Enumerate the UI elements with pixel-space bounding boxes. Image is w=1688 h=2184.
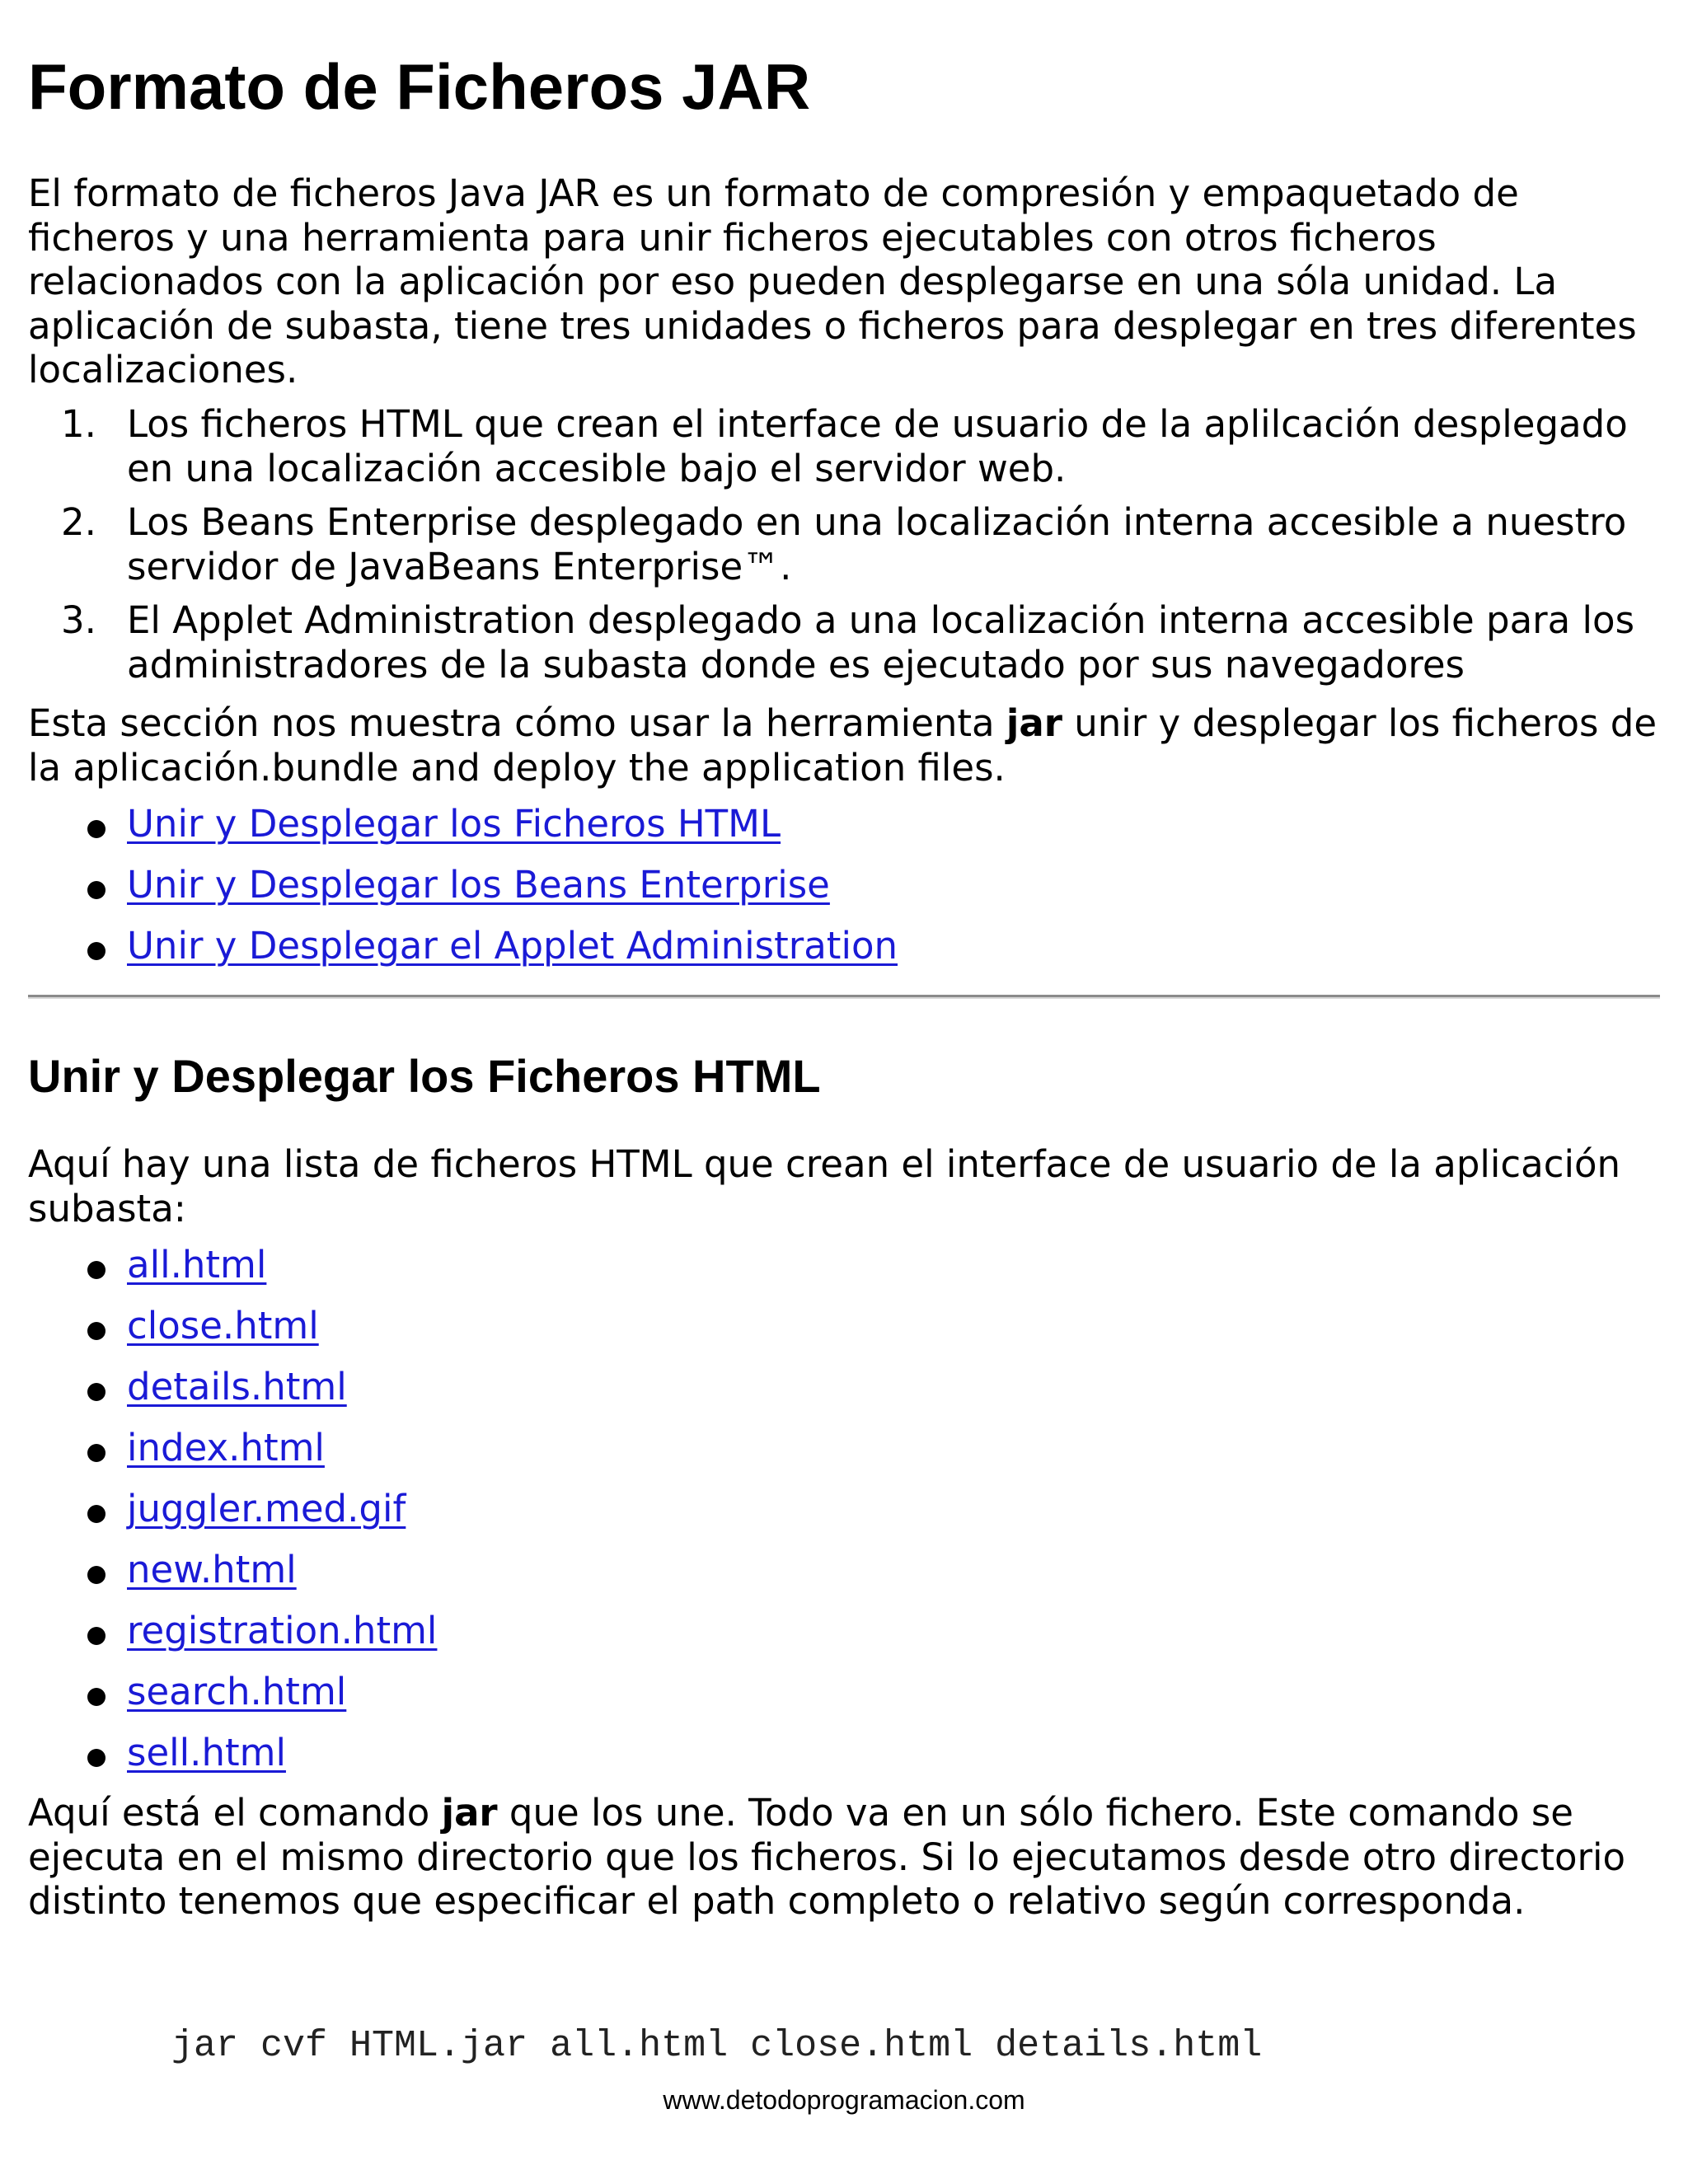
html-list-intro: Aquí hay una lista de ficheros HTML que crean el interface de usuario de la aplicación subasta:: [28, 1142, 1621, 1230]
jar-keyword: jar: [441, 1791, 498, 1835]
toc-links-list: [28, 802, 1660, 985]
list-item: [28, 1670, 1660, 1731]
command-paragraph: [28, 1791, 1668, 1924]
list-item: [28, 500, 1660, 588]
list-item: [28, 1487, 1660, 1548]
intro-paragraph: El formato de ficheros Java JAR es un formato de compresión y empaquetado de ficheros y una herramienta para unir ficheros ejecutables con otros ficheros relacionados con la aplicación por eso pueden desplegarse en una sóla unidad. La aplicación de subasta, tiene tres unidades o ficheros para desplegar en tres diferentes localizaciones.: [28, 171, 1637, 391]
list-item-number: 2.: [61, 500, 96, 544]
file-link[interactable]: registration.html: [127, 1609, 438, 1652]
list-item-number: 3.: [61, 598, 96, 642]
section-divider: [28, 995, 1660, 999]
list-item: [28, 1304, 1660, 1365]
section-intro-paragraph: [28, 701, 1668, 790]
list-item: [28, 1609, 1660, 1670]
file-link[interactable]: juggler.med.gif: [127, 1487, 406, 1530]
list-item-text: El Applet Administration desplegado a una localización interna accesible para los administradores de la subasta donde es ejecutado por sus navegadores: [127, 598, 1635, 687]
bullet-icon: [87, 1749, 106, 1767]
bullet-icon: [87, 1688, 106, 1706]
file-link[interactable]: index.html: [127, 1426, 325, 1469]
list-item: [28, 598, 1660, 687]
list-item: [28, 1365, 1660, 1426]
page-title: Formato de Ficheros JAR: [28, 50, 811, 123]
toc-link-applet-administration[interactable]: Unir y Desplegar el Applet Administration: [127, 924, 898, 968]
bullet-icon: [87, 1261, 106, 1279]
list-item-text: Los ficheros HTML que crean el interface de usuario de la aplilcación desplegado en una localización accesible bajo el servidor web.: [127, 402, 1628, 490]
list-item: [28, 863, 1660, 924]
bullet-icon: [87, 1383, 106, 1401]
section-title: Unir y Desplegar los Ficheros HTML: [28, 1050, 821, 1102]
toc-link-enterprise-beans[interactable]: Unir y Desplegar los Beans Enterprise: [127, 863, 830, 907]
list-item-number: 1.: [61, 402, 96, 446]
bullet-icon: [87, 1505, 106, 1523]
footer-url: www.detodoprogramacion.com: [663, 2085, 1025, 2115]
code-block: jar cvf HTML.jar all.html close.html details.html: [171, 2025, 1263, 2067]
list-item: [28, 402, 1660, 490]
bullet-icon: [87, 1444, 106, 1462]
bullet-icon: [87, 820, 106, 838]
command-text-before: Aquí está el comando: [28, 1791, 442, 1835]
list-item: [28, 924, 1660, 985]
list-item: [28, 1731, 1660, 1792]
section-intro-text-before: Esta sección nos muestra cómo usar la herramienta: [28, 701, 1006, 745]
bullet-icon: [87, 1566, 106, 1584]
bullet-icon: [87, 1322, 106, 1340]
bullet-icon: [87, 881, 106, 899]
list-item: [28, 1243, 1660, 1304]
jar-keyword: jar: [1006, 701, 1062, 745]
file-link[interactable]: details.html: [127, 1365, 347, 1408]
command-text-after: que los une. Todo va en un sólo fichero. Este comando se ejecuta en el mismo directorio que los ficheros. Si lo ejecutamos desde otro directorio distinto tenemos que especificar el path completo o relativo según corresponda.: [28, 1791, 1626, 1923]
bullet-icon: [87, 1627, 106, 1645]
html-files-list: [28, 1243, 1660, 1792]
toc-link-html-files[interactable]: Unir y Desplegar los Ficheros HTML: [127, 802, 781, 846]
deployment-units-list: [28, 402, 1660, 696]
bullet-icon: [87, 942, 106, 960]
file-link[interactable]: sell.html: [127, 1731, 286, 1774]
file-link[interactable]: close.html: [127, 1304, 319, 1347]
list-item-text: Los Beans Enterprise desplegado en una localización interna accesible a nuestro servidor de JavaBeans Enterprise™.: [127, 500, 1627, 588]
list-item: [28, 1426, 1660, 1487]
section-intro-text-after: unir y desplegar los ficheros de la aplicación.bundle and deploy the application files.: [28, 701, 1658, 790]
file-link[interactable]: new.html: [127, 1548, 297, 1591]
list-item: [28, 802, 1660, 863]
file-link[interactable]: search.html: [127, 1670, 347, 1713]
file-link[interactable]: all.html: [127, 1243, 267, 1286]
list-item: [28, 1548, 1660, 1609]
